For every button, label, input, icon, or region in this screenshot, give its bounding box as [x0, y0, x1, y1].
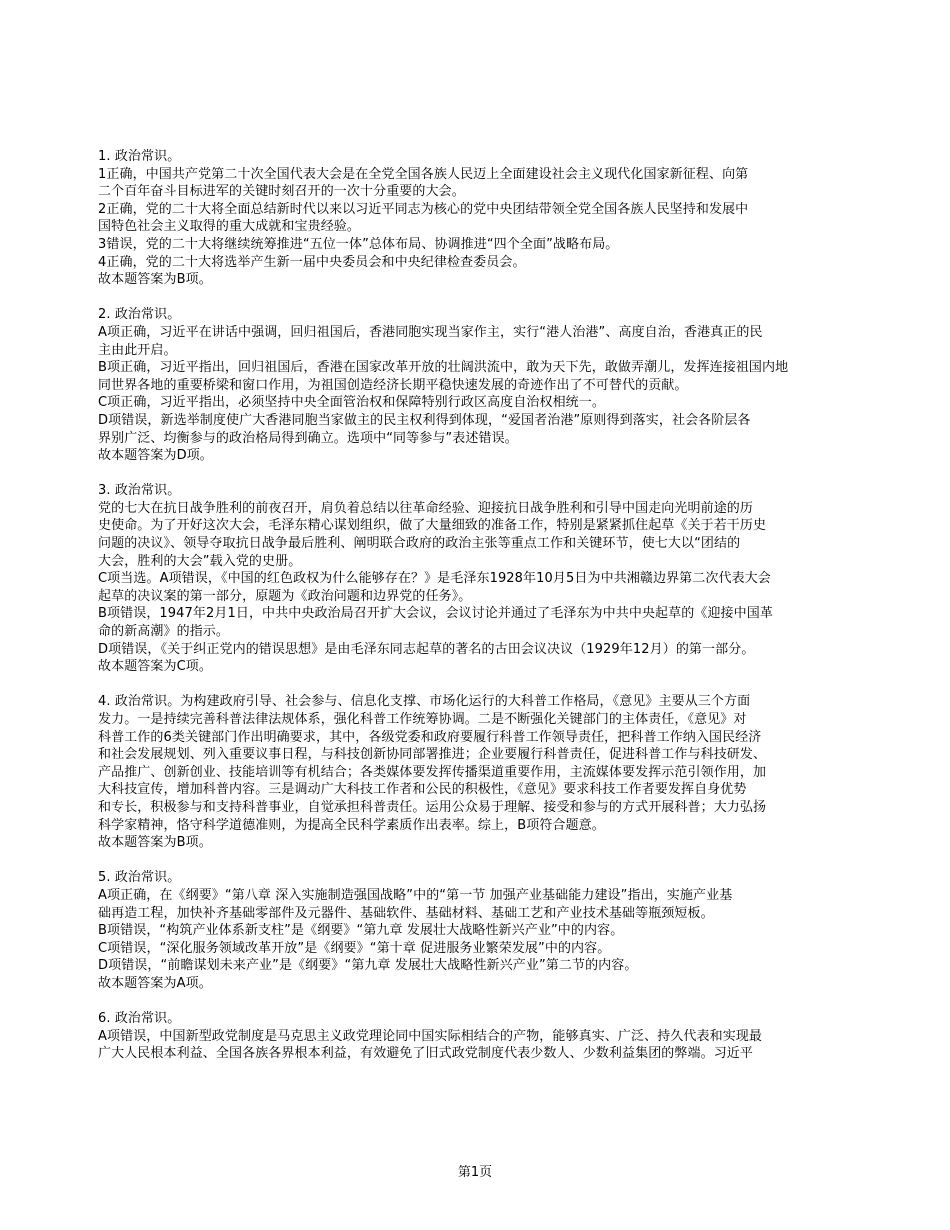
text-line: 和专长，积极参与和支持科普事业，自觉承担科普责任。运用公众易于理解、接受和参与的方式开展科普；大力弘扬	[98, 799, 767, 815]
answer-section-6	[98, 1010, 858, 1063]
text-line: C项当选。A项错误，《中国的红色政权为什么能够存在？》是毛泽东1928年10月5日为中共湘赣边界第二次代表大会	[98, 571, 771, 587]
section-spacer	[98, 993, 858, 1011]
page-number: 第1页	[457, 1165, 493, 1180]
text-line: 故本题答案为D项。	[98, 448, 213, 464]
text-line: 二个百年奋斗目标进军的关键时刻召开的一次十分重要的大会。	[98, 184, 465, 200]
section-spacer	[98, 676, 858, 694]
text-line: 党的七大在抗日战争胜利的前夜召开，肩负着总结以往革命经验、迎接抗日战争胜利和引导中国走向光明前途的历	[98, 500, 754, 516]
text-line: 科普工作的6类关键部门作出明确要求，其中，各级党委和政府要履行科普工作领导责任，把科普工作纳入国民经济	[98, 729, 762, 745]
text-line: 2正确，党的二十大将全面总结新时代以来以习近平同志为核心的党中央团结带领全党全国各族人民坚持和发展中	[98, 201, 749, 217]
text-line: A项正确，在《纲要》“第八章 深入实施制造强国战略”中的“第一节 加强产业基础能力建设”指出，实施产业基	[98, 887, 733, 903]
text-line: 础再造工程，加快补齐基础零部件及元器件、基础软件、基础材料、基础工艺和产业技术基础等瓶颈短板。	[98, 905, 714, 921]
text-line: B项正确，习近平指出，回归祖国后，香港在国家改革开放的壮阔洪流中，敢为天下先，敢做弄潮儿，发挥连接祖国内地	[98, 360, 789, 376]
text-line: D项错误，“前瞻谋划未来产业”是《纲要》“第九章 发展壮大战略性新兴产业”第二节的内容。	[98, 958, 638, 974]
text-line: 2. 政治常识。	[98, 307, 181, 323]
text-line: 故本题答案为C项。	[98, 659, 212, 675]
answer-section-4	[98, 693, 858, 851]
text-line: 史使命。为了开好这次大会，毛泽东精心谋划组织，做了大量细致的准备工作，特别是紧紧抓住起草《关于若干历史	[98, 518, 767, 534]
text-line: D项错误，新选举制度使广大香港同胞当家做主的民主权利得到体现，“爱国者治港”原则得到落实，社会各阶层各	[98, 412, 751, 428]
text-line: A项正确，习近平在讲话中强调，回归祖国后，香港同胞实现当家作主，实行“港人治港”、高度自治，香港真正的民	[98, 324, 763, 340]
text-line: 故本题答案为B项。	[98, 272, 212, 288]
text-line: C项正确，习近平指出，必须坚持中央全面管治权和保障特别行政区高度自治权相统一。	[98, 395, 605, 411]
text-line: 1正确，中国共产党第二十次全国代表大会是在全党全国各族人民迈上全面建设社会主义现代化国家新征程、向第	[98, 166, 749, 182]
text-line: 界别广泛、均衡参与的政治格局得到确立。选项中“同等参与”表述错误。	[98, 430, 518, 446]
answer-section-1	[98, 148, 858, 289]
text-line: 起草的决议案的第一部分，原题为《政治问题和边界党的任务》。	[98, 588, 472, 604]
text-line: 4正确，党的二十大将选举产生新一届中央委员会和中央纪律检查委员会。	[98, 254, 526, 270]
text-line: 大科技宣传，增加科普内容。三是调动广大科技工作者和公民的积极性，《意见》要求科技工作者要发挥自身优势	[98, 782, 747, 798]
text-line: 主由此开启。	[98, 342, 177, 358]
document-body	[98, 148, 858, 1063]
text-line: B项错误，1947年2月1日，中共中央政治局召开扩大会议，会议讨论并通过了毛泽东为中共中央起草的《迎接中国革	[98, 606, 773, 622]
text-line: 和社会发展规划、列入重要议事日程，与科技创新协同部署推进；企业要履行科普责任，促进科普工作与科技研发、	[98, 747, 767, 763]
text-line: D项错误，《关于纠正党内的错误思想》是由毛泽东同志起草的著名的古田会议决议（1929年12月）的第一部分。	[98, 641, 755, 657]
text-line: C项错误，“深化服务领域改革开放”是《纲要》“第十章 促进服务业繁荣发展”中的内容。	[98, 940, 611, 956]
text-line: 科学家精神，恪守科学道德准则，为提高全民科学素质作出表率。综上，B项符合题意。	[98, 817, 605, 833]
text-line: 故本题答案为A项。	[98, 975, 212, 991]
text-line: 3错误，党的二十大将继续统筹推进“五位一体”总体布局、协调推进“四个全面”战略布局。	[98, 236, 619, 252]
text-line: 6. 政治常识。	[98, 1011, 181, 1027]
section-spacer	[98, 852, 858, 870]
answer-section-5	[98, 869, 858, 992]
section-spacer	[98, 465, 858, 483]
text-line: B项错误，“构筑产业体系新支柱”是《纲要》“第九章 发展壮大战略性新兴产业”中的内容。	[98, 923, 624, 939]
text-line: 广大人民根本利益、全国各族各界根本利益，有效避免了旧式政党制度代表少数人、少数利益集团的弊端。习近平	[98, 1046, 754, 1062]
text-line: 发力。一是持续完善科普法律法规体系，强化科普工作统筹协调。二是不断强化关键部门的主体责任，《意见》对	[98, 712, 747, 727]
answer-section-3	[98, 482, 858, 676]
answer-section-2	[98, 306, 858, 464]
text-line: 命的新高潮》的指示。	[98, 624, 230, 640]
section-spacer	[98, 289, 858, 307]
text-line: 5. 政治常识。	[98, 870, 181, 886]
text-line: A项错误，中国新型政党制度是马克思主义政党理论同中国实际相结合的产物，能够真实、广泛、持久代表和实现最	[98, 1028, 762, 1044]
text-line: 大会，胜利的大会”载入党的史册。	[98, 553, 302, 569]
text-line: 1. 政治常识。	[98, 149, 181, 164]
text-line: 同世界各地的重要桥梁和窗口作用，为祖国创造经济长期平稳快速发展的奇迹作出了不可替代的贡献。	[98, 377, 688, 393]
text-line: 故本题答案为B项。	[98, 835, 212, 851]
text-line: 问题的决议》、领导夺取抗日战争最后胜利、阐明联合政府的政治主张等重点工作和关键环节，使七大以“团结的	[98, 536, 741, 552]
text-line: 3. 政治常识。	[98, 483, 181, 499]
text-line: 4. 政治常识。为构建政府引导、社会参与、信息化支撑、市场化运行的大科普工作格局，《意见》主要从三个方面	[98, 694, 751, 710]
text-line: 国特色社会主义取得的重大成就和宝贵经验。	[98, 219, 361, 235]
text-line: 产品推广、创新创业、技能培训等有机结合；各类媒体要发挥传播渠道重要作用，主流媒体要发挥示范引领作用，加	[98, 764, 767, 780]
